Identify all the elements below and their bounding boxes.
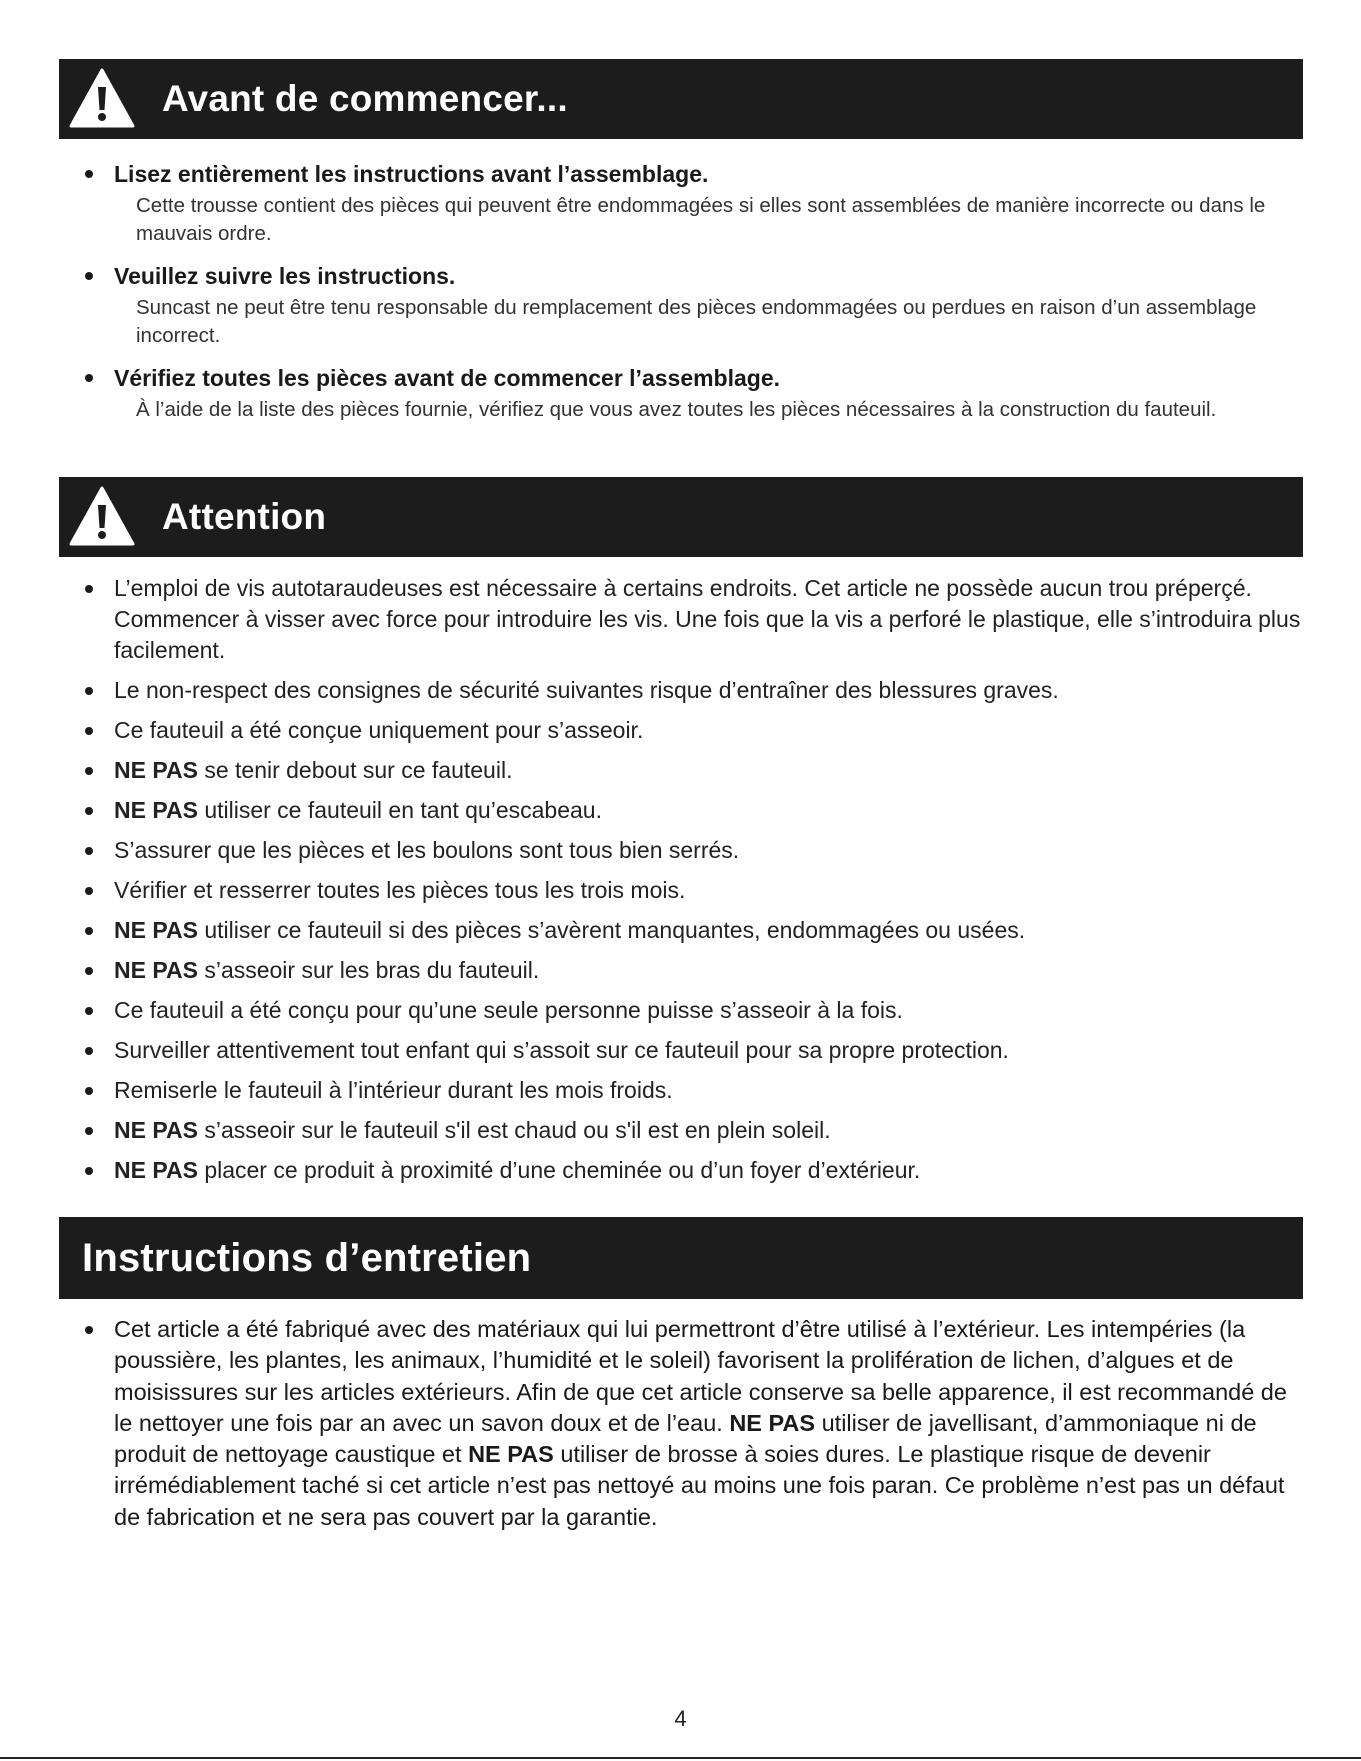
list-item [84,158,1304,248]
item-text: L’emploi de vis autotaraudeuses est nécessaire à certains endroits. Cet article ne possède aucun trou préperçé. Commencer à visser avec force pour introduire les vis. Une fois que la vis a perforé le plastique, elle s’introduira plus facilement. [114,575,1301,663]
item-emphasis: NE PAS [114,797,198,823]
list-item [84,995,1304,1026]
maintenance-text: Cet article a été fabriqué avec des matériaux qui lui permettront d’être utilisé à l’extérieur. Les intempéries (la poussière, les plantes, les animaux, l’humidité et le soleil) favorisent la prolifération de lichen, d’algues et de moisissures sur les articles extérieurs. Afin de que cet article conserve sa belle apparence, il est recommandé de le nettoyer une fois par an avec un savon doux et de l’eau. [114,1316,1287,1436]
item-text: s’asseoir sur les bras du fauteuil. [197,957,540,983]
maintenance-text: utiliser de brosse à soies dures. Le plastique risque de devenir irrémédiablement taché si cet article n’est pas nettoyé au moins une fois paran. Ce problème n’est pas un défaut de fabrication et ne sera pas couvert par la garantie. [114,1441,1285,1530]
item-emphasis: NE PAS [114,1117,198,1143]
item-heading: Veuillez suivre les instructions. [114,263,456,289]
item-text: s’asseoir sur le fauteuil s'il est chaud ou s'il est en plein soleil. [197,1117,831,1143]
item-body: Cette trousse contient des pièces qui peuvent être endommagées si elles sont assemblées de manière incorrecte ou dans le mauvais ordre. [136,194,1266,245]
item-text: se tenir debout sur ce fauteuil. [197,757,513,783]
bottom-rule [0,1757,1361,1759]
list-item [84,1075,1304,1106]
warning-triangle-icon [68,67,136,129]
list-item [84,675,1304,706]
banner-before-starting [59,59,1303,139]
item-heading: Lisez entièrement les instructions avant l’assemblage. [114,161,709,187]
item-text: Ce fauteuil a été conçu pour qu’une seule personne puisse s’asseoir à la fois. [114,997,903,1023]
item-emphasis: NE PAS [729,1409,816,1436]
before-starting-list [84,158,1304,436]
item-text: Surveiller attentivement tout enfant qui s’assoit sur ce fauteuil pour sa propre protection. [114,1037,1009,1063]
list-item [84,955,1304,986]
list-item [84,1035,1304,1066]
list-item [84,1314,1304,1533]
list-item [84,755,1304,786]
maintenance-text: utiliser de javellisant, d’ammoniaque ni de produit de nettoyage caustique et [114,1409,1257,1468]
list-item [84,362,1304,424]
list-item [84,875,1304,906]
list-item [84,795,1304,826]
banner-title: Attention [162,496,327,537]
list-item [84,573,1304,666]
list-item [84,1155,1304,1186]
item-text: Ce fauteuil a été conçue uniquement pour s’asseoir. [114,717,644,743]
item-emphasis: NE PAS [114,957,198,983]
item-text: placer ce produit à proximité d’une cheminée ou d’un foyer d’extérieur. [197,1157,921,1183]
list-item [84,715,1304,746]
item-body: À l’aide de la liste des pièces fournie, vérifiez que vous avez toutes les pièces nécessaires à la construction du fauteuil. [136,398,1217,421]
list-item [84,1115,1304,1146]
item-emphasis: NE PAS [114,757,198,783]
maintenance-list [84,1314,1304,1533]
item-emphasis: NE PAS [114,1157,198,1183]
list-item [84,835,1304,866]
warning-triangle-icon [68,485,136,547]
item-text: utiliser ce fauteuil si des pièces s’avèrent manquantes, endommagées ou usées. [197,917,1026,943]
item-emphasis: NE PAS [114,917,198,943]
item-text: Le non-respect des consignes de sécurité suivantes risque d’entraîner des blessures graves. [114,677,1059,703]
banner-title: Instructions d’entretien [82,1235,532,1280]
item-text: Remiserle le fauteuil à l’intérieur durant les mois froids. [114,1077,673,1103]
page-number: 4 [674,1706,687,1731]
banner-attention [59,477,1303,557]
list-item [84,915,1304,946]
attention-list [84,573,1304,1195]
banner-maintenance [59,1217,1303,1299]
banner-title: Avant de commencer... [162,78,568,119]
item-text: S’assurer que les pièces et les boulons sont tous bien serrés. [114,837,740,863]
item-text: Vérifier et resserrer toutes les pièces tous les trois mois. [114,877,686,903]
item-text: utiliser ce fauteuil en tant qu’escabeau. [197,797,602,823]
list-item [84,260,1304,350]
item-heading: Vérifiez toutes les pièces avant de commencer l’assemblage. [114,365,781,391]
item-emphasis: NE PAS [468,1441,554,1468]
item-body: Suncast ne peut être tenu responsable du remplacement des pièces endommagées ou perdues en raison d’un assemblage incorrect. [136,296,1257,347]
